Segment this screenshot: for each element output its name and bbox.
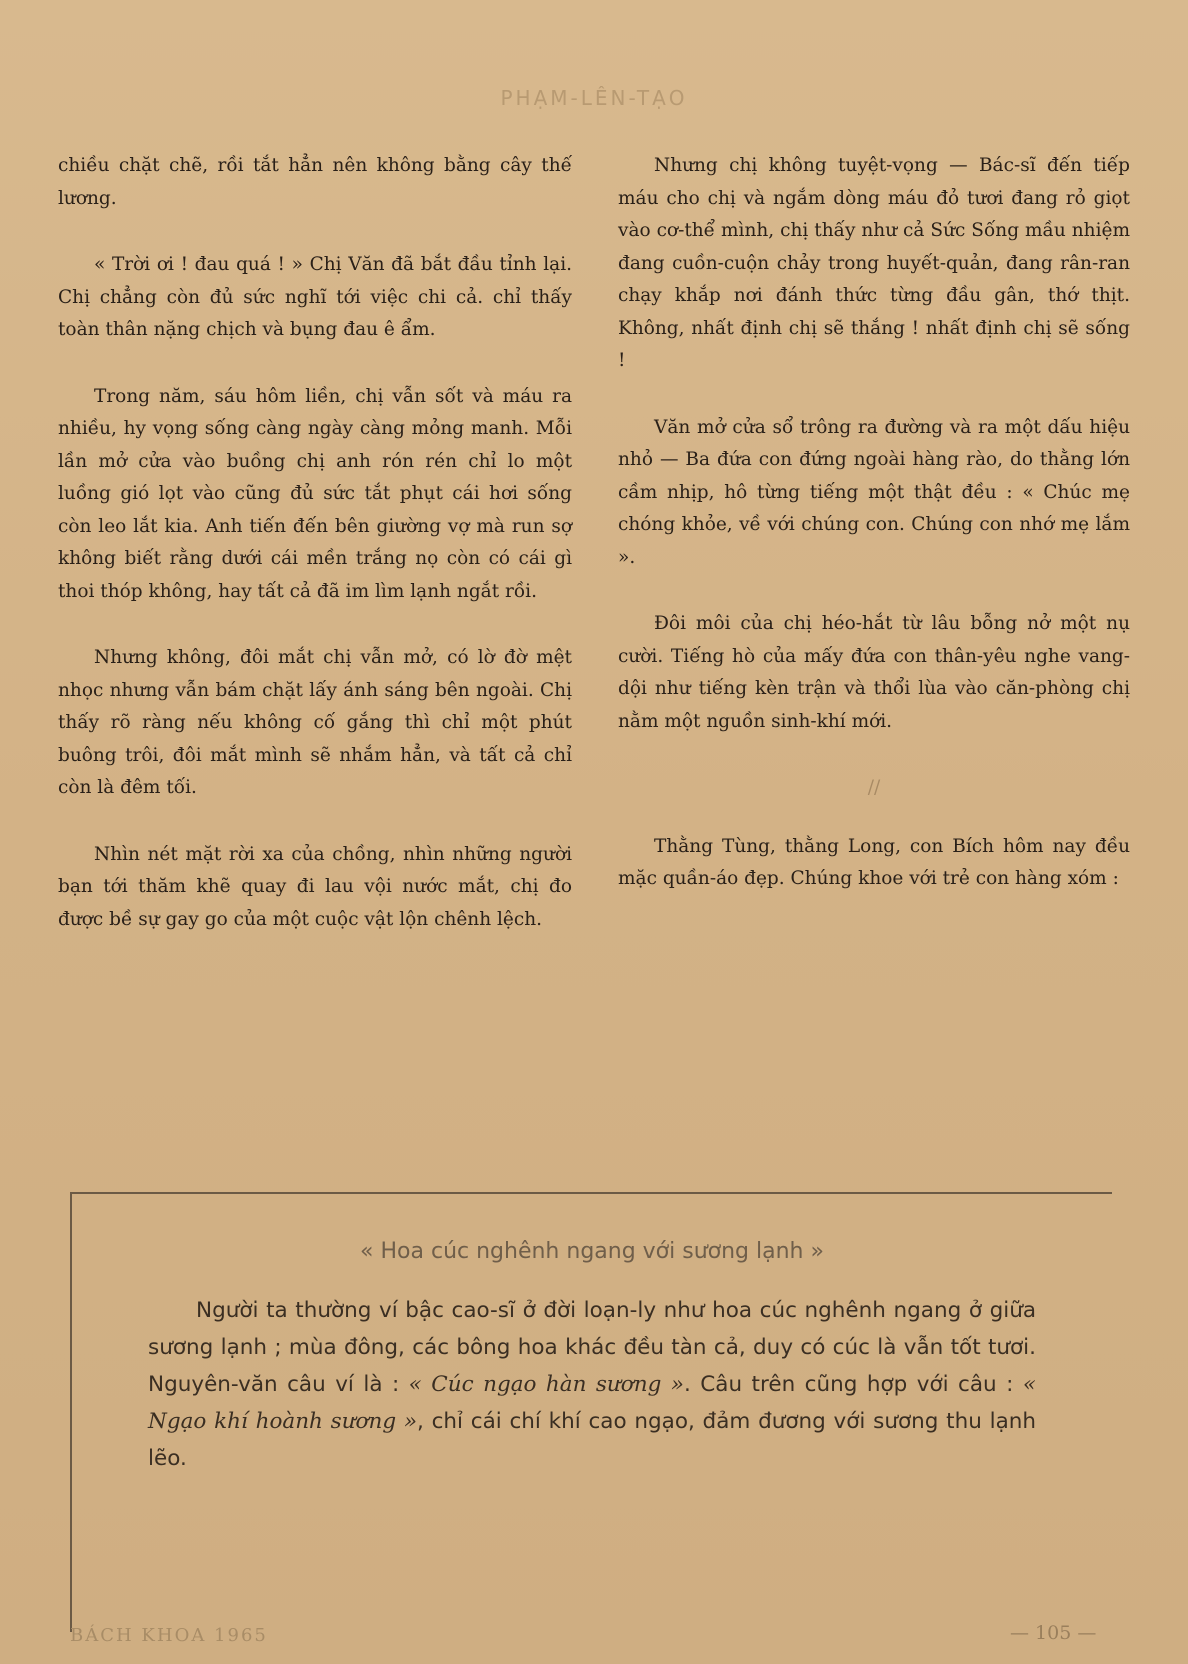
note-quote: « Ngạo khí hoành sương »	[148, 1372, 1036, 1434]
paragraph: « Trời ơi ! đau quá ! » Chị Văn đã bắt đầu tỉnh lại. Chị chẳng còn đủ sức nghĩ tới việc chi cả. chỉ thấy toàn thân nặng chịch và bụng đau ê ẩm.	[58, 254, 572, 340]
note-box	[70, 1192, 1112, 1632]
section-separator: //	[867, 777, 881, 798]
publication-footer: BÁCH KHOA 1965	[70, 1625, 268, 1646]
note-quote: « Cúc ngạo hàn sương »	[408, 1372, 684, 1397]
paragraph: Trong năm, sáu hôm liền, chị vẫn sốt và máu ra nhiều, hy vọng sống càng ngày càng mỏng manh. Mỗi lần mở cửa vào buồng chị anh rón rén chỉ lo một luồng gió lọt vào cũng đủ sức tắt phụt cái hơi sống còn leo lắt kia. Anh tiến đến bên giường vợ mà run sợ không biết rằng dưới cái mền trắng nọ còn có cái gì thoi thóp không, hay tất cả đã im lìm lạnh ngắt rồi.	[58, 385, 572, 602]
paragraph: Thằng Tùng, thằng Long, con Bích hôm nay đều mặc quần-áo đẹp. Chúng khoe với trẻ con hàng xóm :	[618, 835, 1130, 889]
running-head: PHẠM-LÊN-TẠO	[500, 86, 688, 110]
paragraph: Nhìn nét mặt rời xa của chồng, nhìn những người bạn tới thăm khẽ quay đi lau vội nước mắt, chị đo được bề sự gay go của một cuộc vật lộn chênh lệch.	[58, 843, 572, 930]
paragraph: Đôi môi của chị héo-hắt từ lâu bỗng nở một nụ cười. Tiếng hò của mấy đứa con thân-yêu nghe vang-dội như tiếng kèn trận và thổi lùa vào căn-phòng chị nằm một nguồn sinh-khí mới.	[618, 613, 1130, 732]
paragraph: Văn mở cửa sổ trông ra đường và ra một dấu hiệu nhỏ — Ba đứa con đứng ngoài hàng rào, do thằng lớn cầm nhịp, hô từng tiếng một thật đều : « Chúc mẹ chóng khỏe, về với chúng con. Chúng con nhớ mẹ lắm ».	[618, 416, 1130, 568]
note-box-title: « Hoa cúc nghênh ngang với sương lạnh »	[360, 1239, 824, 1264]
page-number: — 105 —	[1010, 1622, 1097, 1644]
right-column	[618, 150, 1130, 930]
note-text-part: . Câu trên cũng hợp với câu :	[683, 1372, 1023, 1397]
note-box-text	[148, 1292, 1036, 1477]
left-column	[58, 150, 572, 970]
note-text-part: Người ta thường ví bậc cao-sĩ ở đời loạn-ly như hoa cúc nghênh ngang ở giữa sương lạnh ; mùa đông, các bông hoa khác đều tàn cả, duy có cúc là vẫn tốt tươi. Nguyên-văn câu ví là :	[148, 1298, 1036, 1397]
note-text-part: , chỉ cái chí khí cao ngạo, đảm đương với sương thu lạnh lẽo.	[148, 1409, 1036, 1471]
paragraph: chiều chặt chẽ, rồi tắt hẳn nên không bằng cây thế lương.	[58, 155, 572, 209]
paragraph: Nhưng không, đôi mắt chị vẫn mở, có lờ đờ mệt nhọc nhưng vẫn bám chặt lấy ánh sáng bên ngoài. Chị thấy rõ ràng nếu không cố gắng thì chỉ một phút buông trôi, đôi mắt mình sẽ nhắm hẳn, và tất cả chỉ còn là đêm tối.	[58, 647, 572, 798]
paragraph: Nhưng chị không tuyệt-vọng — Bác-sĩ đến tiếp máu cho chị và ngắm dòng máu đỏ tươi đang rỏ giọt vào cơ-thể mình, chị thấy như cả Sức Sống mầu nhiệm đang cuồn-cuộn chảy trong huyết-quản, đang rân-ran chạy khắp nơi đánh thức từng đầu gân, thớ thịt. Không, nhất định chị sẽ thắng ! nhất định chị sẽ sống !	[618, 155, 1130, 371]
